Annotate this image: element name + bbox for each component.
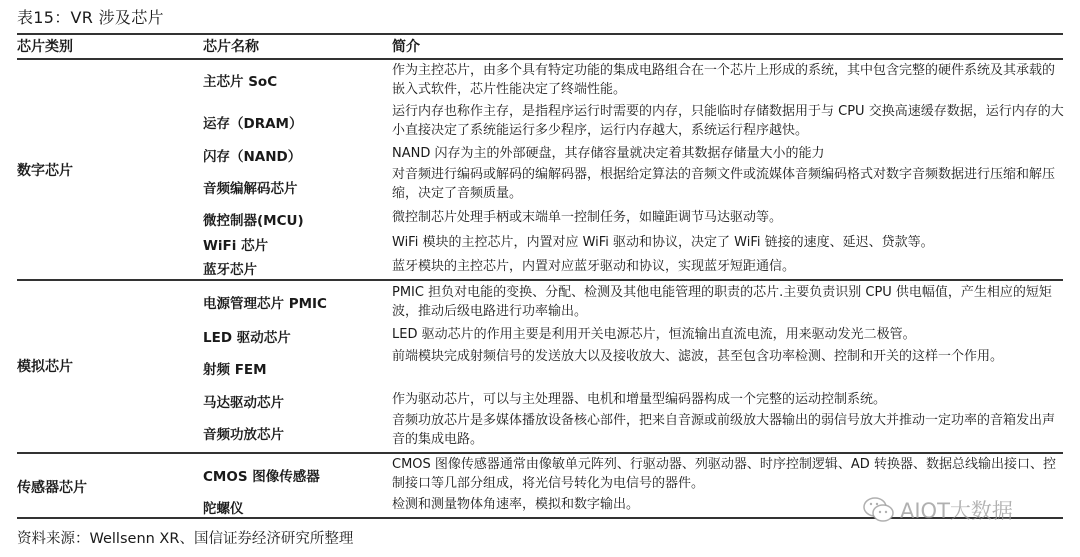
header-desc: 简介 xyxy=(392,39,420,55)
chip-name: 射频 FEM xyxy=(203,362,267,378)
header-category: 芯片类别 xyxy=(17,39,73,55)
chip-desc: LED 驱动芯片的作用主要是利用开关电源芯片，恒流输出直流电流，用来驱动发光二极管。 xyxy=(392,327,916,342)
chip-name: 音频功放芯片 xyxy=(203,427,284,443)
chip-desc: CMOS 图像传感器通常由像敏单元阵列、行驱动器、列驱动器、时序控制逻辑、AD 转换器、数据总线输出接口、控制接口等几部分组成，将光信号转化为电信号的器件。 xyxy=(392,457,1056,491)
group-rule xyxy=(17,279,1063,281)
chip-name: 闪存（NAND） xyxy=(203,149,302,165)
source-note: 资料来源：Wellsenn XR、国信证券经济研究所整理 xyxy=(17,531,354,547)
category-analog: 模拟芯片 xyxy=(17,359,73,375)
group-rule xyxy=(17,452,1063,454)
table-top-rule xyxy=(17,33,1063,35)
chip-desc: 运行内存也称作主存，是指程序运行时需要的内存，只能临时存储数据用于与 CPU 交换高速缓存数据，运行内存的大小直接决定了系统能运行多少程序，运行内存越大，系统运行程序越快。 xyxy=(392,104,1064,138)
chip-name: 陀螺仪 xyxy=(203,501,244,517)
category-sensor: 传感器芯片 xyxy=(17,480,87,496)
chip-desc: 微控制芯片处理手柄或末端单一控制任务，如瞳距调节马达驱动等。 xyxy=(392,210,783,225)
chip-desc: 前端模块完成射频信号的发送放大以及接收放大、滤波，甚至包含功率检测、控制和开关的这样一个作用。 xyxy=(392,349,1004,364)
table-title: 表15：VR 涉及芯片 xyxy=(17,8,164,27)
chip-desc: NAND 闪存为主的外部硬盘，其存储容量就决定着其数据存储量大小的能力 xyxy=(392,146,825,161)
chip-name: 马达驱动芯片 xyxy=(203,395,284,411)
chip-desc: 检测和测量物体角速率，模拟和数字输出。 xyxy=(392,497,640,512)
chip-desc: WiFi 模块的主控芯片，内置对应 WiFi 驱动和协议，决定了 WiFi 链接的速度、延迟、贷款等。 xyxy=(392,235,934,250)
chip-name: 蓝牙芯片 xyxy=(203,262,257,278)
chip-name: CMOS 图像传感器 xyxy=(203,469,320,485)
chip-desc: PMIC 担负对电能的变换、分配、检测及其他电能管理的职责的芯片.主要负责识别 CPU 供电幅值，产生相应的短矩波，推动后级电路进行功率输出。 xyxy=(392,285,1052,319)
watermark xyxy=(862,495,1013,525)
chip-name: 电源管理芯片 PMIC xyxy=(203,296,327,312)
chip-name: WiFi 芯片 xyxy=(203,238,269,254)
chip-name: 微控制器(MCU) xyxy=(203,213,304,229)
chip-desc: 音频功放芯片是多媒体播放设备核心部件，把来自音源或前级放大器输出的弱信号放大并推动一定功率的音箱发出声音的集成电路。 xyxy=(392,413,1056,447)
chip-name: LED 驱动芯片 xyxy=(203,330,291,346)
chip-desc: 作为驱动芯片，可以与主处理器、电机和增量型编码器构成一个完整的运动控制系统。 xyxy=(392,392,887,407)
watermark-text: AIOT大数据 xyxy=(900,499,1013,523)
header-name: 芯片名称 xyxy=(203,39,259,55)
chip-name: 运存（DRAM） xyxy=(203,116,303,132)
chip-desc: 作为主控芯片，由多个具有特定功能的集成电路组合在一个芯片上形成的系统，其中包含完整的硬件系统及其承载的嵌入式软件，芯片性能决定了终端性能。 xyxy=(392,63,1056,97)
chip-name: 主芯片 SoC xyxy=(203,74,278,90)
chip-desc: 对音频进行编码或解码的编解码器，根据给定算法的音频文件或流媒体音频编码格式对数字音频数据进行压缩和解压缩，决定了音频质量。 xyxy=(392,167,1056,201)
wechat-icon xyxy=(862,496,896,524)
chip-name: 音频编解码芯片 xyxy=(203,181,298,197)
header-rule xyxy=(17,58,1063,60)
category-digital: 数字芯片 xyxy=(17,163,73,179)
chip-desc: 蓝牙模块的主控芯片，内置对应蓝牙驱动和协议，实现蓝牙短距通信。 xyxy=(392,259,796,274)
